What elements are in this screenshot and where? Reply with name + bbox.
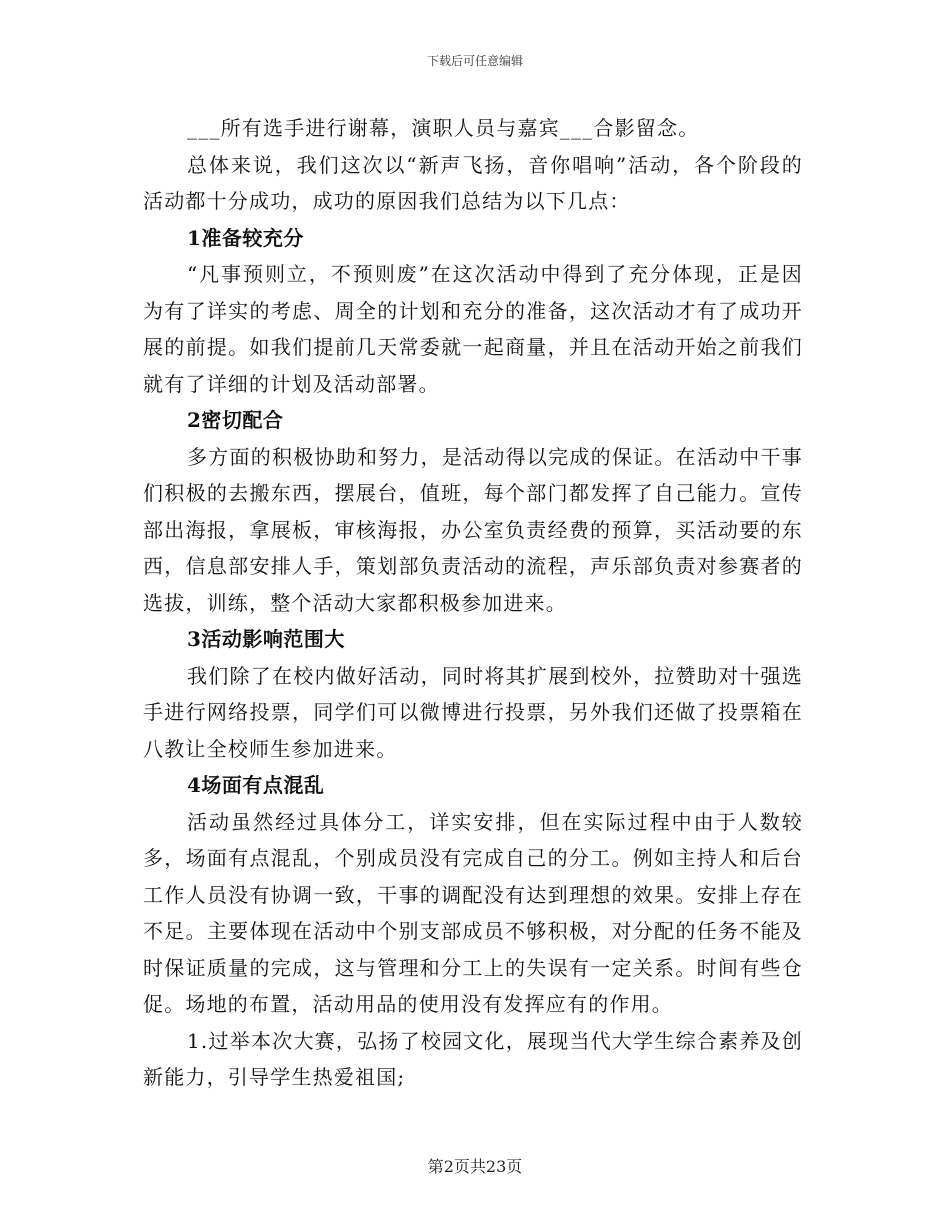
paragraph-chaos: 活动虽然经过具体分工，详实安排，但在实际过程中由于人数较多，场面有点混乱，个别成员没有完成自己的分工。例如主持人和后台工作人员没有协调一致，干事的调配没有达到理想的效果。安排上存在不足。主要体现在活动中个别支部成员不够积极，对分配的任务不能及时保证质量的完成，这与管理和分工上的失误有一定关系。时间有些仓促。场地的布置，活动用品的使用没有发挥应有的作用。 — [143, 809, 803, 1016]
heading-preparation: 1准备较充分 — [187, 225, 304, 250]
heading-cooperation: 2密切配合 — [187, 408, 284, 432]
paragraph-preparation: “凡事预则立，不预则废”在这次活动中得到了充分体现，正是因为有了详实的考虑、周全的计划和充分的准备，这次活动才有了成功开展的前提。如我们提前几天常委就一起商量，并且在活动开始之前我们就有了详细的计划及活动部署。 — [143, 262, 803, 396]
paragraph-achievement-1: 1.过举本次大赛，弘扬了校园文化，展现当代大学生综合素养及创新能力，引导学生热爱祖国; — [143, 1028, 803, 1089]
paragraph-summary: 总体来说，我们这次以“新声飞扬，音你唱响”活动，各个阶段的活动都十分成功，成功的原因我们总结为以下几点： — [143, 152, 803, 213]
paragraph-influence: 我们除了在校内做好活动，同时将其扩展到校外，拉赞助对十强选手进行网络投票，同学们可以微博进行投票，另外我们还做了投票箱在八教让全校师生参加进来。 — [143, 663, 803, 761]
document-body — [143, 110, 803, 1096]
paragraph-cooperation: 多方面的积极协助和努力，是活动得以完成的保证。在活动中干事们积极的去搬东西，摆展台，值班，每个部门都发挥了自己能力。宣传部出海报，拿展板，审核海报，办公室负责经费的预算，买活动要的东西，信息部安排人手，策划部负责活动的流程，声乐部负责对参赛者的选拔，训练，整个活动大家都积极参加进来。 — [143, 444, 803, 615]
heading-chaos: 4场面有点混乱 — [187, 773, 325, 797]
paragraph-curtain-call: ___所有选手进行谢幕，演职人员与嘉宾___合影留念。 — [187, 116, 700, 140]
page-header: 下载后可任意编辑 — [426, 54, 523, 68]
heading-influence: 3活动影响范围大 — [187, 627, 345, 651]
page-footer: 第2页共23页 — [427, 1157, 523, 1176]
